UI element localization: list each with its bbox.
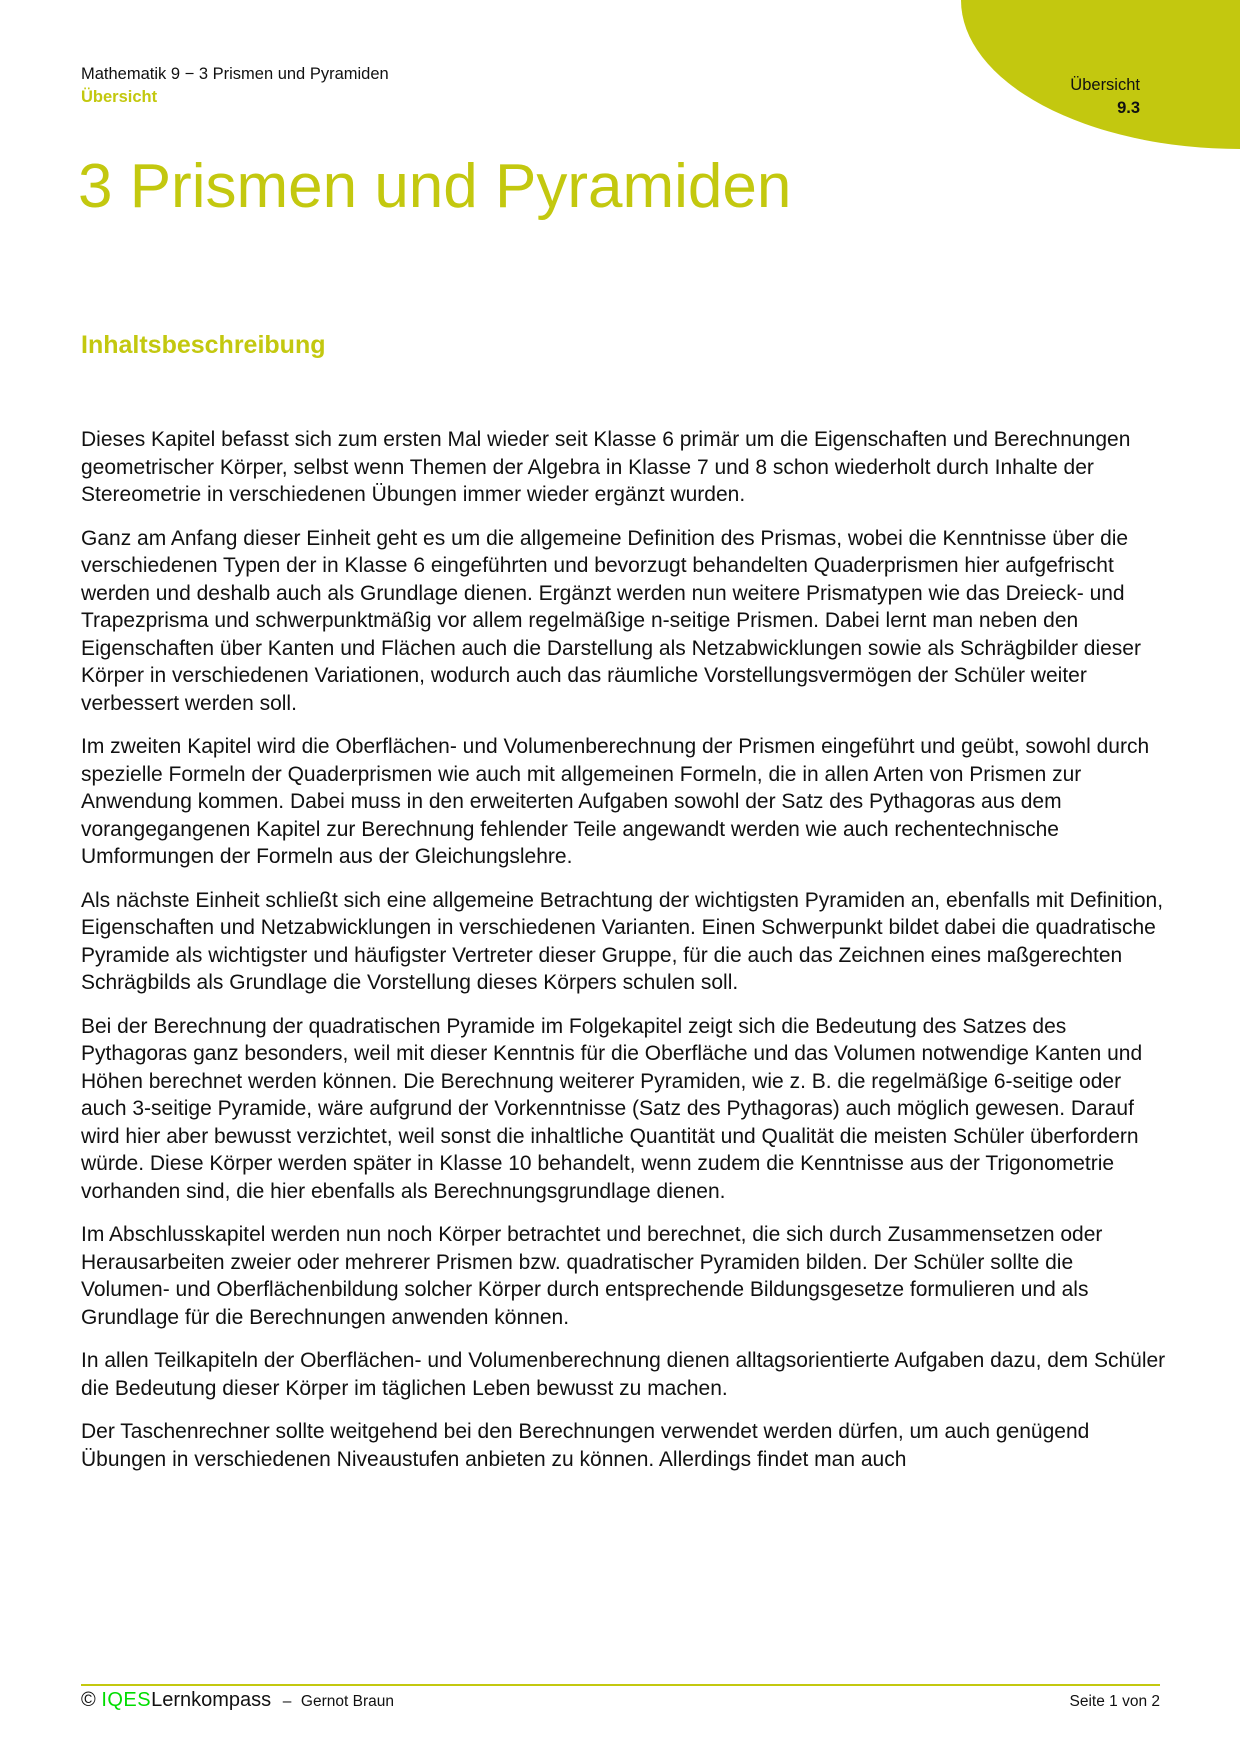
page-footer (81, 1684, 1160, 1712)
footer-author: Gernot Braun (300, 1693, 394, 1710)
paragraph: Bei der Berechnung der quadratischen Pyramide im Folgekapitel zeigt sich die Bedeutung des Satzes des Pythagoras ganz besonders, weil mit dieser Kenntnis für die Oberfläche und das Volumen notwendige Kanten und Höhen berechnet werden können. Die Berechnung weiterer Pyramiden, wie z. B. die regelmäßige 6-seitige oder auch 3-seitige Pyramide, wäre aufgrund der Vorkenntnisse (Satz des Pythagoras) auch möglich gewesen. Darauf wird hier aber bewusst verzichtet, weil sonst die inhaltliche Quantität und Qualität die meisten Schüler überfordern würde. Diese Körper werden später in Klasse 10 behandelt, wenn zudem die Kenntnisse aus der Trigonometrie vorhanden sind, die hier ebenfalls als Berechnungsgrundlage dienen. (81, 1014, 1143, 1203)
page-header (81, 63, 389, 109)
corner-badge-text (1070, 74, 1140, 120)
page-number: Seite 1 von 2 (1069, 1693, 1160, 1710)
header-subtitle: Übersicht (81, 88, 158, 106)
corner-badge (961, 0, 1240, 149)
footer-brand (81, 1689, 394, 1712)
paragraph: Im zweiten Kapitel wird die Oberflächen- und Volumenberechnung der Prismen eingeführt und geübt, sowohl durch spezielle Formeln der Quaderprismen wie auch mit allgemeinen Formeln, die in allen Arten von Prismen zur Anwendung kommen. Dabei muss in den erweiterten Aufgaben sowohl der Satz des Pythagoras aus dem vorangegangenen Kapitel zur Berechnung fehlender Teile angewandt werden wie auch rechentechnische Umformungen der Formeln aus der Gleichungslehre. (81, 735, 1150, 868)
page-title: 3 Prismen und Pyramiden (78, 152, 792, 221)
paragraph: Dieses Kapitel befasst sich zum ersten Mal wieder seit Klasse 6 primär um die Eigenschaften und Berechnungen geometrischer Körper, selbst wenn Themen der Algebra in Klasse 7 und 8 schon wiederholt durch Inhalte der Stereometrie in verschiedenen Übungen immer wieder ergänzt wurden. (81, 428, 1131, 506)
paragraph: Im Abschlusskapitel werden nun noch Körper betrachtet und berechnet, die sich durch Zusammensetzen oder Herausarbeiten zweier oder mehrerer Prismen bzw. quadratischer Pyramiden bilden. Der Schüler sollte die Volumen- und Oberflächenbildung solcher Körper durch entsprechende Bildungsgesetze formulieren und als Grundlage für die Berechnungen anwenden können. (81, 1223, 1103, 1329)
badge-number: 9.3 (1117, 99, 1140, 117)
brand-iqes: IQES (101, 1689, 152, 1711)
paragraph: Als nächste Einheit schließt sich eine allgemeine Betrachtung der wichtigsten Pyramiden an, ebenfalls mit Definition, Eigenschaften und Netzabwicklungen in verschiedenen Varianten. Einen Schwerpunkt bildet dabei die quadratische Pyramide als wichtigster und häufigster Vertreter dieser Gruppe, für die auch das Zeichnen eines maßgerechten Schrägbilds als Grundlage die Vorstellung dieses Körpers schulen soll. (81, 888, 1164, 994)
footer-separator: – (282, 1693, 292, 1710)
content-body (81, 426, 1167, 1489)
header-course-line: Mathematik 9 − 3 Prismen und Pyramiden (81, 65, 389, 83)
brand-lernkompass: Lernkompass (151, 1689, 272, 1711)
section-heading: Inhaltsbeschreibung (81, 331, 326, 359)
badge-label: Übersicht (1070, 76, 1140, 94)
copyright-icon: © (81, 1689, 96, 1711)
paragraph: Der Taschenrechner sollte weitgehend bei den Berechnungen verwendet werden dürfen, um auch genügend Übungen in verschiedenen Niveaustufen anbieten zu können. Allerdings findet man auch (81, 1420, 1090, 1471)
paragraph: Ganz am Anfang dieser Einheit geht es um die allgemeine Definition des Prismas, wobei die Kenntnisse über die verschiedenen Typen der in Klasse 6 eingeführten und bevorzugt behandelten Quaderprismen hier aufgefrischt werden und deshalb auch als Grundlage dienen. Ergänzt werden nun weitere Prismatypen wie das Dreieck- und Trapezprisma und schwerpunktmäßig vor allem regelmäßige n-seitige Prismen. Dabei lernt man neben den Eigenschaften über Kanten und Flächen auch die Darstellung als Netzabwicklungen sowie als Schrägbilder dieser Körper in verschiedenen Variationen, wodurch auch das räumliche Vorstellungsvermögen der Schüler weiter verbessert werden soll. (81, 526, 1141, 715)
paragraph: In allen Teilkapiteln der Oberflächen- und Volumenberechnung dienen alltagsorientierte Aufgaben dazu, dem Schüler die Bedeutung dieser Körper im täglichen Leben bewusst zu machen. (81, 1349, 1166, 1400)
